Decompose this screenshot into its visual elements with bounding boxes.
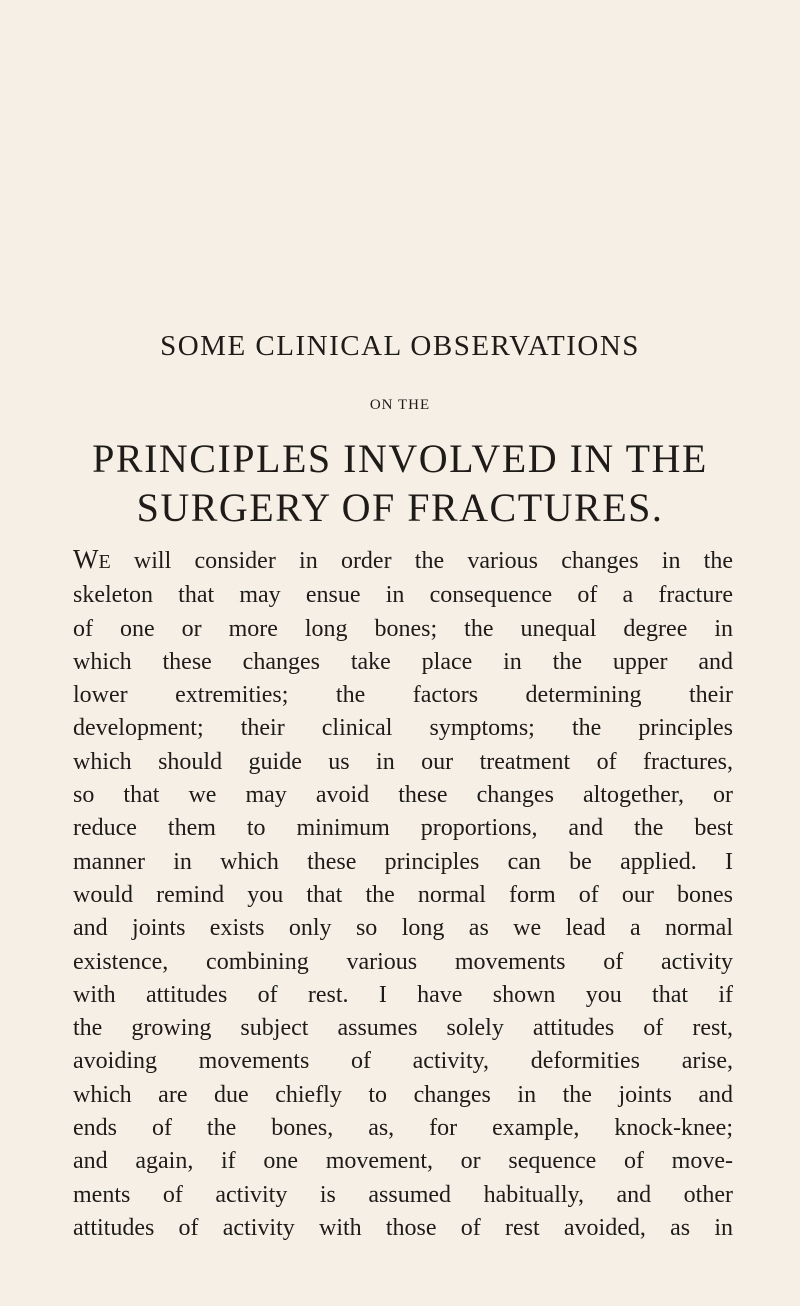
body-line: lower extremities; the factors determining their (73, 682, 733, 709)
body-line: of one or more long bones; the unequal degree in (73, 615, 733, 642)
body-line: reduce them to minimum proportions, and the best (73, 815, 733, 842)
title-line-1: SOME CLINICAL OBSERVATIONS (160, 330, 640, 362)
body-line: ends of the bones, as, for example, knock-knee; (73, 1115, 733, 1142)
first-word-initial: W (73, 544, 99, 574)
body-line: attitudes of activity with those of rest avoided, as in (73, 1214, 733, 1241)
body-line: the growing subject assumes solely attitudes of rest, (73, 1015, 733, 1042)
body-paragraph (73, 543, 733, 1245)
body-line-1-text: will consider in order the various changes in the (110, 548, 733, 574)
body-line: ments of activity is assumed habitually, and other (73, 1181, 733, 1208)
body-line: so that we may avoid these changes altogether, or (73, 782, 733, 809)
body-line: development; their clinical symptoms; the principles (73, 715, 733, 742)
body-line: manner in which these principles can be applied. I (73, 848, 733, 875)
body-line: which are due chiefly to changes in the joints and (73, 1081, 733, 1108)
title-line-4: SURGERY OF FRACTURES. (136, 485, 664, 530)
body-line: with attitudes of rest. I have shown you that if (73, 981, 733, 1008)
body-line: which these changes take place in the upper and (73, 648, 733, 675)
body-line: which should guide us in our treatment of fractures, (73, 748, 733, 775)
body-line-1 (73, 543, 733, 579)
body-line: existence, combining various movements of activity (73, 948, 733, 975)
title-line-2: ON THE (369, 397, 431, 413)
body-line: and joints exists only so long as we lead a normal (73, 915, 733, 942)
body-line: and again, if one movement, or sequence of move- (73, 1148, 733, 1175)
body-line: would remind you that the normal form of our bones (73, 881, 733, 908)
first-word-rest: E (98, 551, 111, 573)
body-line: avoiding movements of activity, deformities arise, (73, 1048, 733, 1075)
body-line: skeleton that may ensue in consequence of a fracture (73, 582, 733, 609)
title-line-3: PRINCIPLES INVOLVED IN THE (92, 436, 708, 481)
